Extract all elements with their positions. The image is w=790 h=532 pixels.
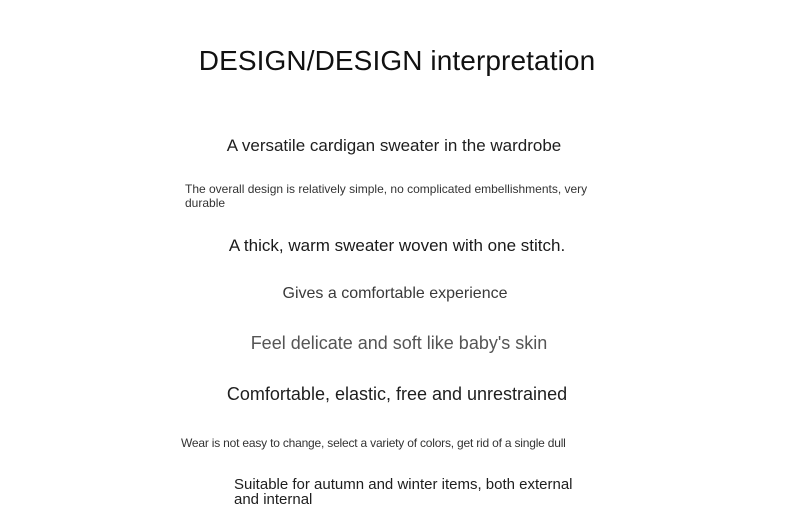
section-heading-comfortable-elastic: Comfortable, elastic, free and unrestrained	[226, 384, 568, 404]
section-text-overall-design: The overall design is relatively simple, no complicated embellishments, very durable	[185, 182, 588, 210]
section-text-soft-like-baby-skin: Feel delicate and soft like baby's skin	[250, 333, 548, 353]
page-title: DESIGN/DESIGN interpretation	[198, 45, 596, 76]
section-heading-thick-warm-sweater: A thick, warm sweater woven with one stitch.	[228, 236, 566, 255]
section-text-variety-of-colors: Wear is not easy to change, select a variety of colors, get rid of a single dull	[181, 436, 566, 450]
section-text-comfortable-experience: Gives a comfortable experience	[282, 285, 508, 302]
section-heading-versatile-cardigan: A versatile cardigan sweater in the wardrobe	[226, 136, 562, 155]
section-heading-autumn-winter: Suitable for autumn and winter items, both external and internal	[234, 476, 573, 508]
